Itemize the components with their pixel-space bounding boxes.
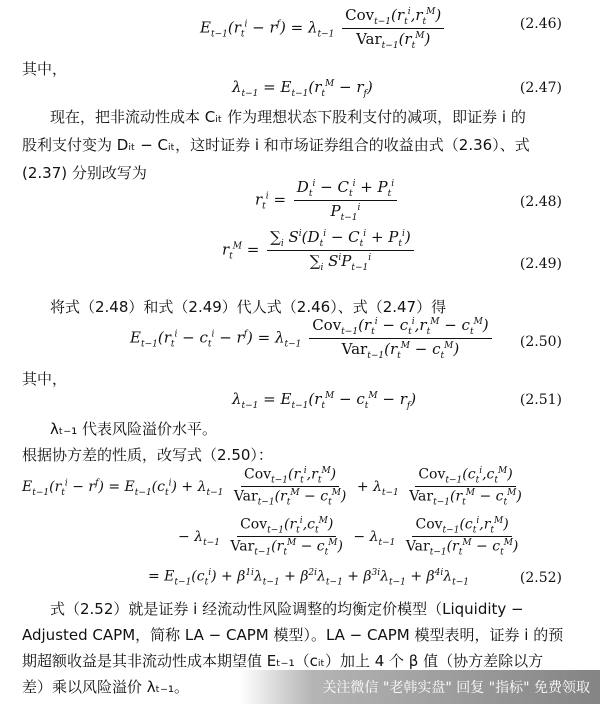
paragraph-line: 将式（2.48）和式（2.49）代人式（2.46）、式（2.47）得 [50, 298, 447, 316]
equation-2-51: $\lambda_{t-1} = E_{t-1}(r_t^M - c_t^M - r_f)$ [232, 390, 417, 411]
equation-2-48: $r_t^i$ = $\frac{D_t^i - C_t^i + P_t^i}{P_{t-1}^i}$ [255, 178, 400, 223]
equation-number: (2.52) [519, 570, 562, 586]
equation-2-47: $\lambda_{t-1} = E_{t-1}(r_t^M - r_f)$ [232, 78, 373, 99]
equation-number: (2.46) [519, 16, 562, 32]
paragraph-line: 股利支付变为 Dᵢₜ − Cᵢₜ，这时证券 i 和市场证券组合的收益由式（2.36）、式 [22, 136, 530, 154]
equation-2-52-line1: $E_{t-1}(r_t^i - r^f) = E_{t-1}(c_t^i) + \lambda_{t-1}$ $\frac{Cov_{t-1}(r_t^i,r_t^M)}{Var_{t-1}(r_t^M - c_t^M)}$ + $\lambda_{t-1}$ $\frac{Cov_{t-1}(c_t^i,c_t^M)}{Var_{t-1}(r_t^M - c_t^M)}$ [22, 466, 522, 508]
paragraph-line: (2.37) 分别改写为 [22, 164, 147, 182]
equation-number: (2.49) [519, 256, 562, 272]
paragraph-line: 期超额收益是其非流动性成本期望值 Eₜ₋₁（cᵢₜ）加上 4 个 β 值（协方差除以方 [22, 652, 544, 670]
watermark-banner: 关注微信 "老韩实盘" 回复 "指标" 免费领取 [240, 670, 600, 704]
equation-2-50: $E_{t-1}(r_t^i - c_t^i - r^f) = \lambda_{t-1}$ $\frac{Cov_{t-1}(r_t^i - c_t^i,r_t^M - c_t^M)}{Var_{t-1}(r_t^M - c_t^M)}$ [130, 316, 495, 361]
equation-number: (2.47) [519, 80, 562, 96]
text-qizhong: 其中， [22, 60, 68, 78]
text-qizhong: 其中， [22, 370, 68, 388]
equation-2-49: $r_t^M$ = $\frac{\sum_i S^i(D_t^i - C_t^i + P_t^i)}{\sum_i S^iP_{t-1}^i}$ [222, 228, 417, 273]
equation-2-46: $E_{t-1}(r_t^i - r^f) = \lambda_{t-1}$ $\frac{Cov_{t-1}(r_t^i,r_t^M)}{Var_{t-1}(r_t^M)}$ [200, 6, 447, 51]
paragraph-line: Adjusted CAPM，简称 LA − CAPM 模型）。LA − CAPM 模型表明，证券 i 的预 [22, 626, 564, 644]
equation-number: (2.48) [519, 194, 562, 210]
equation-2-52-line2: − $\lambda_{t-1}$ $\frac{Cov_{t-1}(r_t^i,c_t^M)}{Var_{t-1}(r_t^M - c_t^M)}$ − $\lambda_{t-1}$ $\frac{Cov_{t-1}(c_t^i,r_t^M)}{Var_{t-1}(r_t^M - c_t^M)}$ [178, 516, 519, 558]
paragraph-line: 根据协方差的性质，改写式（2.50）： [22, 446, 273, 464]
equation-2-52-line3: = $E_{t-1}(c_t^i) + \beta^{1i}\lambda_{t-1} + \beta^{2i}\lambda_{t-1} + \beta^{3i}\lambda_{t-1} + \beta^{4i}\lambda_{t-1}$ [148, 568, 470, 588]
equation-number: (2.51) [519, 392, 562, 408]
paragraph-line: 式（2.52）就是证券 i 经流动性风险调整的均衡定价模型（Liquidity − [50, 600, 524, 618]
paragraph-line: λₜ₋₁ 代表风险溢价水平。 [50, 420, 218, 438]
equation-number: (2.50) [519, 334, 562, 350]
paragraph-line: 现在，把非流动性成本 Cᵢₜ 作为理想状态下股利支付的减项，即证券 i 的 [50, 108, 526, 126]
paragraph-line: 差）乘以风险溢价 λₜ₋₁。 [22, 678, 190, 696]
